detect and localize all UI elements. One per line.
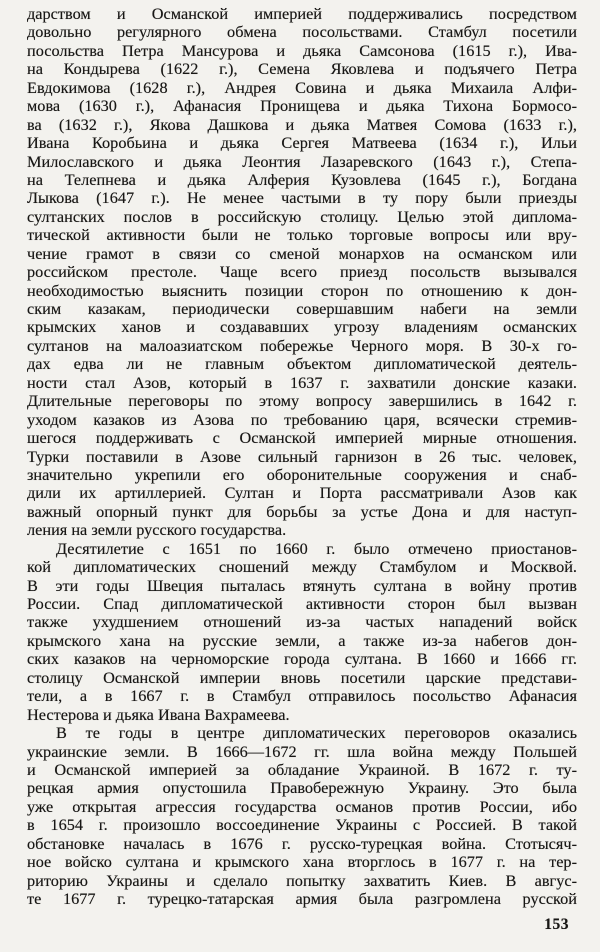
text-line: чение грамот в связи со сменой монархов на османском или	[27, 244, 577, 263]
text-line: ности стал Азов, который в 1637 г. захватили донские казаки.	[27, 373, 577, 392]
text-line: кой дипломатических сношений между Стамбулом и Москвой.	[27, 558, 577, 577]
text-line: тической активности были не только торговые вопросы или вру-	[27, 226, 577, 245]
text-line: посольства Петра Мансурова и дьяка Самсонова (1615 г.), Ива-	[27, 41, 577, 60]
text-line-paragraph-start: В те годы в центре дипломатических переговоров оказались	[56, 724, 577, 743]
text-line: в 1654 г. произошло воссоединение Украины с Россией. В такой	[27, 816, 577, 835]
text-line: Ивана Коробьина и дьяка Сергея Матвеева (1634 г.), Ильи	[27, 134, 577, 153]
text-line: уходом казаков из Азова по требованию царя, всячески стремив-	[27, 410, 577, 429]
text-line: султанов на малоазиатском побережье Черного моря. В 30-х го-	[27, 336, 577, 355]
text-line: украинские земли. В 1666—1672 гг. шла война между Польшей	[27, 742, 577, 761]
text-line: дили их артиллерией. Султан и Порта рассматривали Азов как	[27, 484, 577, 503]
text-line: тели, а в 1667 г. в Стамбул отправилось посольство Афанасия	[27, 687, 577, 706]
text-line: султанских послов в российскую столицу. Целью этой диплома-	[27, 207, 577, 226]
text-line-paragraph-start: Десятилетие с 1651 по 1660 г. было отмечено приостанов-	[56, 539, 577, 558]
text-line: те 1677 г. турецко-татарская армия была разгромлена русской	[27, 890, 577, 908]
text-line: крымских ханов и создававших угрозу владениям османских	[27, 318, 577, 337]
text-line: уже открытая агрессия государства османов против России, ибо	[27, 797, 577, 816]
text-line: довольно регулярного обмена посольствами. Стамбул посетили	[27, 23, 577, 42]
text-line-paragraph-end: Нестерова и дьяка Ивана Вахрамеева.	[27, 705, 290, 724]
text-line-paragraph-end: ления на земли русского государства.	[27, 521, 287, 540]
text-line: мова (1630 г.), Афанасия Пронищева и дьяка Тихона Бормосо-	[27, 97, 577, 116]
text-line: также ухудшением отношений из-за частых нападений войск	[27, 613, 577, 632]
text-line: ное войско султана и крымского хана вторглось в 1677 г. на тер-	[27, 853, 577, 872]
text-line: дах едва ли не главным объектом дипломатической деятель-	[27, 355, 577, 374]
text-line: российском престоле. Чаще всего приезд посольств вызывался	[27, 263, 577, 282]
text-line: ским казакам, периодически совершавшим набеги на земли	[27, 300, 577, 318]
text-line: необходимостью выяснить позиции сторон по отношению к дон-	[27, 281, 577, 300]
text-line: Лыкова (1647 г.). Не менее частыми в ту пору были приезды	[27, 189, 577, 208]
text-line: столицу Османской империи вновь посетили царские представи-	[27, 668, 577, 687]
text-line: крымского хана на русские земли, а также из-за набегов дон-	[27, 631, 577, 650]
text-line: обстановке началась в 1676 г. русско-турецкая война. Стотысяч-	[27, 834, 577, 853]
page-number: 153	[544, 916, 569, 933]
text-line: значительно укрепили его оборонительные сооружения и снаб-	[27, 465, 577, 484]
text-line: рецкая армия опустошила Правобережную Украину. Это была	[27, 779, 577, 798]
text-line: Турки поставили в Азове сильный гарнизон в 26 тыс. человек,	[27, 447, 577, 466]
text-line: и Османской империей за обладание Украиной. В 1672 г. ту-	[27, 760, 577, 779]
text-line: ских казаков на черноморские города султана. В 1660 и 1666 гг.	[27, 650, 577, 669]
text-line: дарством и Османской империей поддерживались посредством	[27, 5, 577, 23]
text-line: Евдокимова (1628 г.), Андрея Совина и дьяка Михаила Алфи-	[27, 78, 577, 97]
text-line: шегося поддерживать с Османской империей мирные отношения.	[27, 429, 577, 448]
text-line: важный опорный пункт для борьбы за устье Дона и для наступ-	[27, 502, 577, 521]
text-line: на Телепнева и дьяка Алферия Кузовлева (1645 г.), Богдана	[27, 170, 577, 189]
text-line: Длительные переговоры по этому вопросу завершились в 1642 г.	[27, 392, 577, 411]
text-line: на Кондырева (1622 г.), Семена Яковлева и подъячего Петра	[27, 60, 577, 79]
text-line: Милославского и дьяка Леонтия Лазаревского (1643 г.), Степа-	[27, 152, 577, 171]
body-text	[27, 5, 577, 908]
text-line: России. Спад дипломатической активности сторон был вызван	[27, 595, 577, 613]
text-line: В эти годы Швеция пыталась втянуть султана в войну против	[27, 576, 577, 595]
text-line: риторию Украины и сделало попытку захватить Киев. В авгус-	[27, 871, 577, 890]
text-line: ва (1632 г.), Якова Дашкова и дьяка Матвея Сомова (1633 г.),	[27, 115, 577, 134]
